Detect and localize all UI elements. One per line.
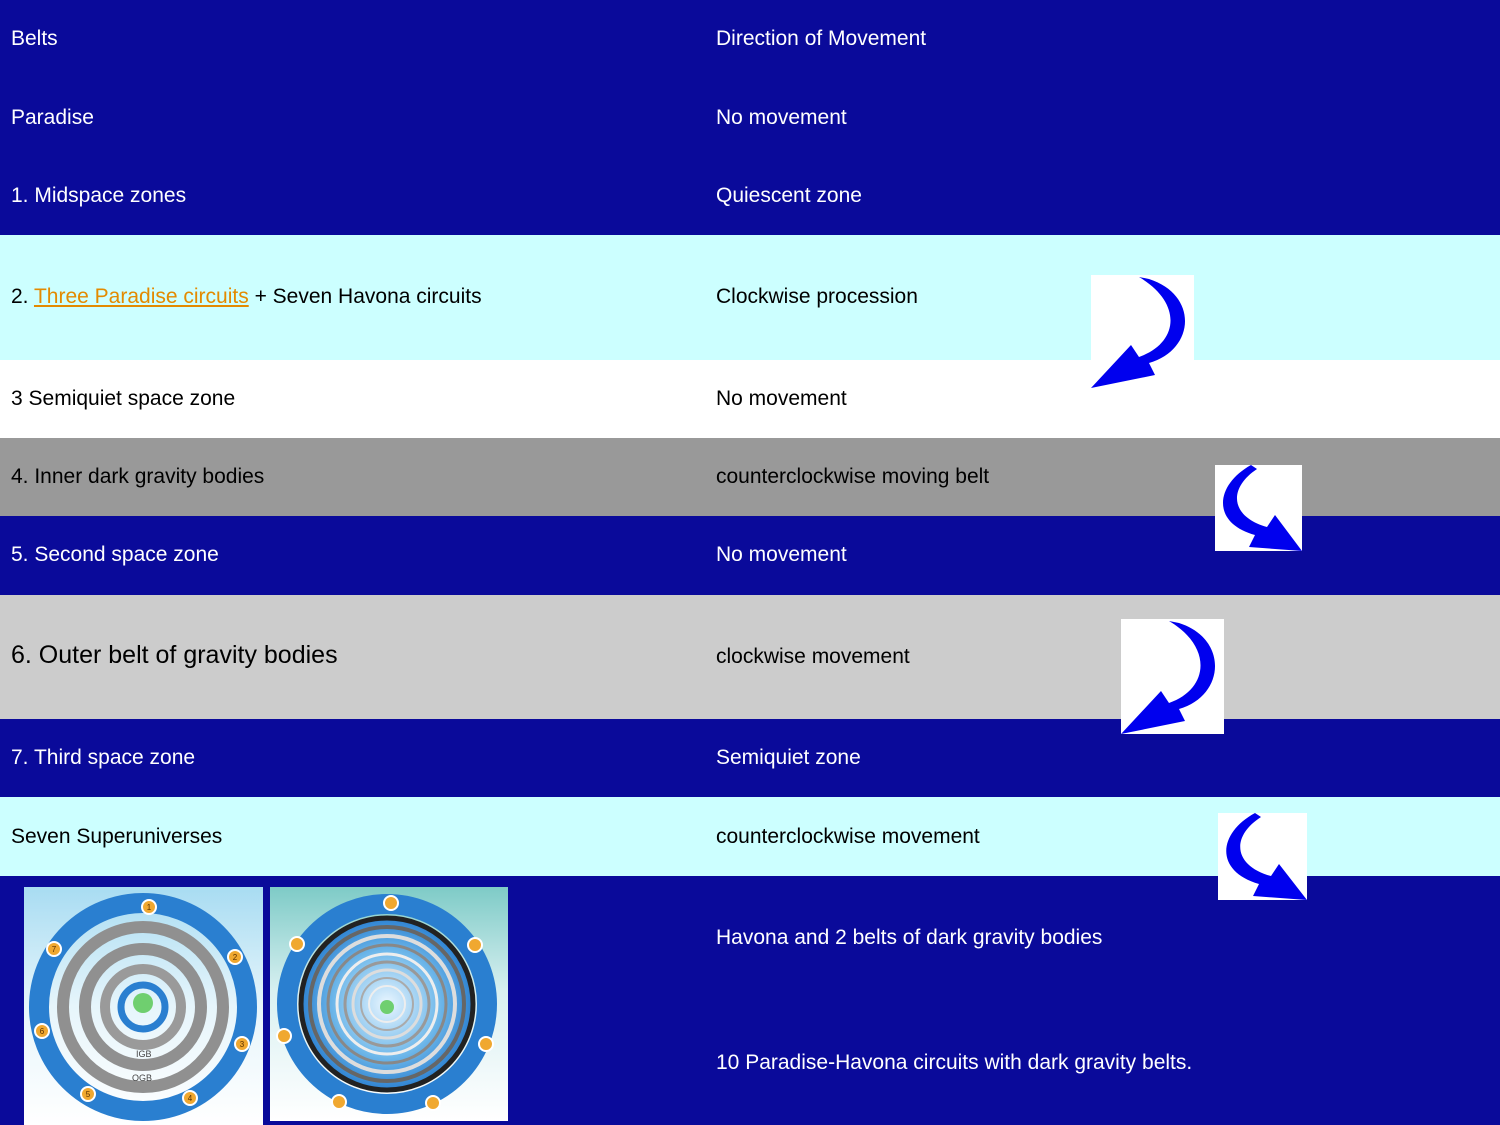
belt-name: 5. Second space zone bbox=[11, 543, 219, 566]
belt-name: Paradise bbox=[11, 106, 94, 129]
header-row bbox=[0, 0, 1500, 80]
table-row bbox=[0, 360, 1500, 438]
movement-text: Semiquiet zone bbox=[716, 746, 861, 769]
circuit-number: 7 bbox=[51, 945, 57, 954]
movement-text: counterclockwise movement bbox=[716, 825, 980, 848]
table-row bbox=[0, 719, 1500, 797]
belt-name: 4. Inner dark gravity bodies bbox=[11, 465, 265, 488]
clockwise-arrow-icon bbox=[1121, 619, 1224, 734]
counterclockwise-arrow-icon bbox=[1215, 465, 1302, 551]
header-belts: Belts bbox=[11, 27, 58, 50]
paradise-havona-circuits-diagram bbox=[270, 887, 508, 1121]
circuit-number: 4 bbox=[187, 1094, 193, 1103]
table-row bbox=[0, 80, 1500, 158]
three-paradise-circuits-link[interactable]: Three Paradise circuits bbox=[33, 285, 249, 308]
movement-text: counterclockwise moving belt bbox=[716, 465, 990, 488]
circuit-number: 3 bbox=[239, 1040, 245, 1049]
movement-text: No movement bbox=[716, 543, 847, 566]
caption-havona: Havona and 2 belts of dark gravity bodies bbox=[716, 926, 1103, 949]
belt-name: 3 Semiquiet space zone bbox=[11, 387, 236, 410]
movement-text: clockwise movement bbox=[716, 645, 910, 668]
belt-name: 6. Outer belt of gravity bodies bbox=[11, 641, 338, 669]
ogb-label: OGB bbox=[132, 1073, 153, 1083]
circuit-number: 5 bbox=[85, 1090, 91, 1099]
table-row bbox=[0, 235, 1500, 360]
belt-name: 7. Third space zone bbox=[11, 746, 196, 769]
caption-circuits: 10 Paradise-Havona circuits with dark gravity belts. bbox=[716, 1051, 1193, 1074]
igb-label: IGB bbox=[136, 1049, 152, 1059]
belt-prefix: 2. bbox=[11, 285, 34, 308]
movement-text: Clockwise procession bbox=[716, 285, 918, 308]
clockwise-arrow-icon bbox=[1091, 275, 1194, 388]
table-row bbox=[0, 595, 1500, 719]
havona-belts-diagram bbox=[24, 887, 263, 1125]
counterclockwise-arrow-icon bbox=[1218, 813, 1307, 900]
circuit-number: 2 bbox=[232, 953, 238, 962]
circuit-number: 1 bbox=[146, 903, 152, 912]
belt-name bbox=[11, 285, 482, 309]
belt-name: Seven Superuniverses bbox=[11, 825, 223, 848]
circuit-number: 6 bbox=[39, 1027, 45, 1036]
belt-suffix: + Seven Havona circuits bbox=[254, 285, 482, 308]
movement-text: No movement bbox=[716, 106, 847, 129]
belt-name: 1. Midspace zones bbox=[11, 184, 187, 207]
movement-text: No movement bbox=[716, 387, 847, 410]
table-row bbox=[0, 158, 1500, 235]
header-direction: Direction of Movement bbox=[716, 27, 927, 50]
movement-text: Quiescent zone bbox=[716, 184, 862, 207]
